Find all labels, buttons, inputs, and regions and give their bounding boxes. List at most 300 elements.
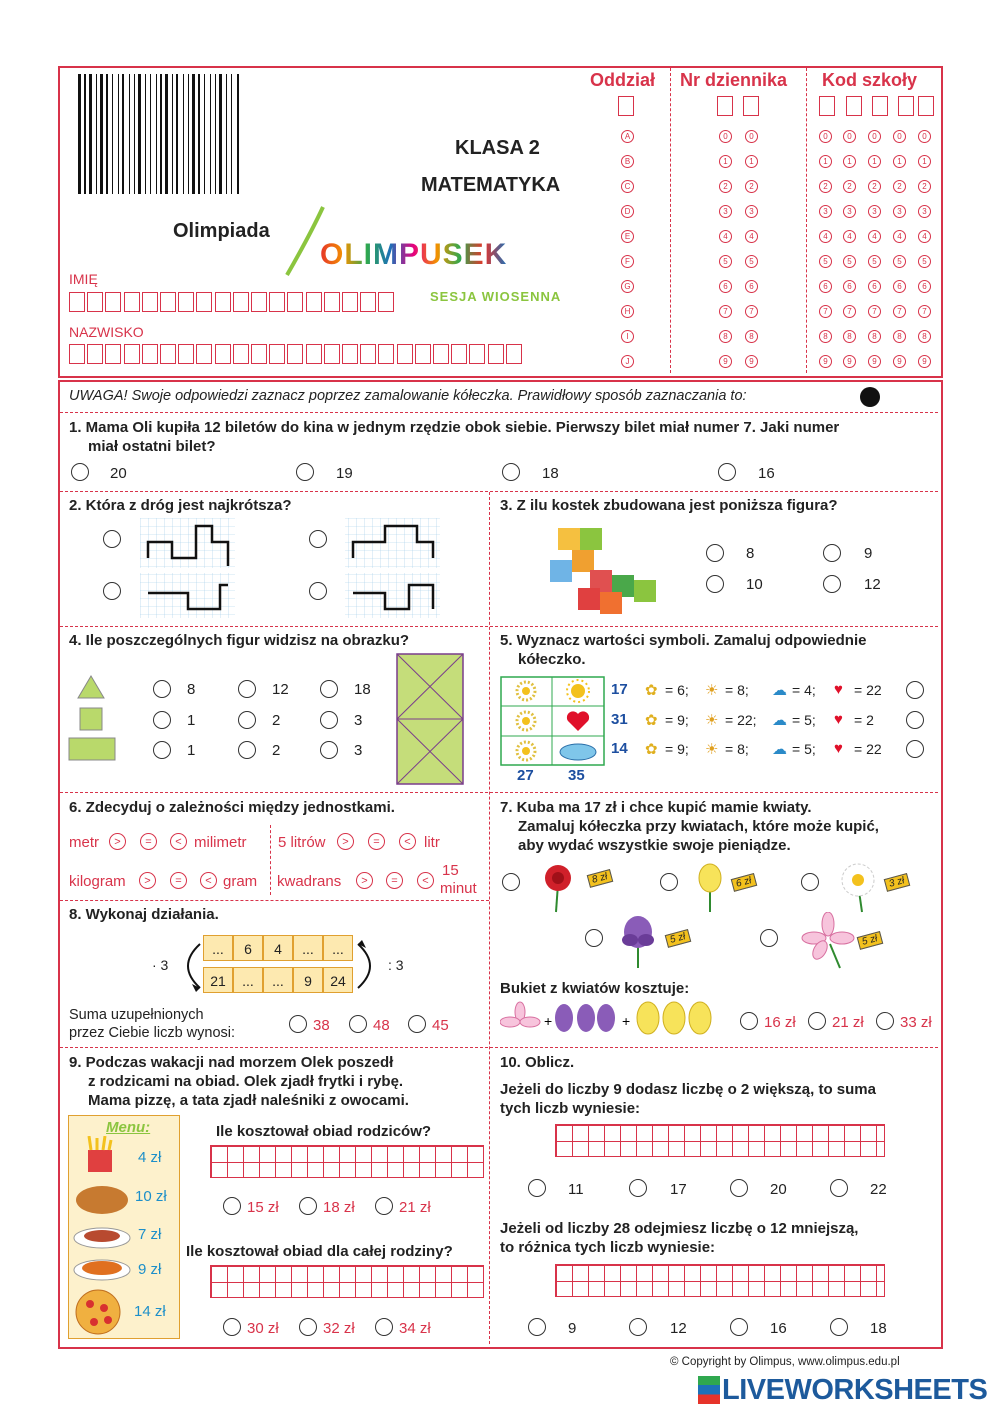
letter-box[interactable] <box>378 344 394 364</box>
flower-icon: ✿ <box>645 682 658 699</box>
divider <box>806 68 807 373</box>
kod-szkoly-bubble[interactable]: 6 <box>893 280 906 293</box>
kod-szkoly-bubble[interactable]: 4 <box>868 230 881 243</box>
kod-szkoly-bubble[interactable]: 6 <box>819 280 832 293</box>
letter-box[interactable] <box>342 292 358 312</box>
name-label: IMIĘ <box>69 271 98 287</box>
kod-szkoly-bubble[interactable]: 4 <box>893 230 906 243</box>
q9a-option-label: 21 zł <box>399 1199 431 1216</box>
nr-dziennika-bubble[interactable]: 6 <box>745 280 758 293</box>
letter-box[interactable] <box>342 344 358 364</box>
q4-option-label: 2 <box>272 712 281 729</box>
q6-eq-option[interactable]: = <box>170 872 187 889</box>
q4-option-label: 2 <box>272 742 281 759</box>
divider <box>60 792 938 793</box>
letter-box[interactable] <box>233 292 249 312</box>
q5-row-sum: 17 <box>611 681 628 698</box>
q4-option-radio[interactable] <box>238 680 256 698</box>
oddzial-title: Oddział <box>590 70 656 90</box>
logo-text: OLIMPUSEK <box>320 238 508 271</box>
kod-szkoly-bubble[interactable]: 7 <box>843 305 856 318</box>
kod-szkoly-bubble[interactable]: 8 <box>819 330 832 343</box>
kod-szkoly-bubble[interactable]: 0 <box>819 130 832 143</box>
q5-option-radio[interactable] <box>906 740 924 758</box>
kod-szkoly-bubble[interactable]: 7 <box>868 305 881 318</box>
q5-value: = 8; <box>725 741 749 757</box>
q4-option-label: 8 <box>187 681 196 698</box>
q10a-option-label: 22 <box>870 1181 887 1198</box>
q10a-answer-grid[interactable] <box>555 1124 885 1157</box>
kod-szkoly-bubble[interactable]: 3 <box>918 205 931 218</box>
bouquet-option-radio[interactable] <box>876 1012 894 1030</box>
subject-label: MATEMATYKA <box>421 174 561 196</box>
divider <box>489 492 490 1344</box>
q5-value: = 6; <box>665 682 689 698</box>
sun-icon: ☀ <box>705 682 719 699</box>
oddzial-bubble[interactable]: B <box>621 155 634 168</box>
oddzial-bubble[interactable]: F <box>621 255 634 268</box>
q8-cell[interactable]: ... <box>233 967 263 993</box>
q9a-option-label: 18 zł <box>323 1199 355 1216</box>
kod-szkoly-bubble[interactable]: 2 <box>843 180 856 193</box>
letter-box[interactable] <box>105 344 121 364</box>
q8-option-radio[interactable] <box>289 1015 307 1033</box>
letter-box[interactable] <box>87 292 103 312</box>
kod-szkoly-bubble[interactable]: 4 <box>819 230 832 243</box>
menu-price: 9 zł <box>138 1261 162 1278</box>
q6-unit: litr <box>424 834 440 851</box>
q9b-option-radio[interactable] <box>375 1318 393 1336</box>
kod-szkoly-bubble[interactable]: 8 <box>893 330 906 343</box>
q3-option-radio[interactable] <box>706 544 724 562</box>
q10b-option-radio[interactable] <box>629 1318 647 1336</box>
q10b-text: Jeżeli od liczby 28 odejmiesz liczbę o 12 mniejszą, <box>500 1220 859 1237</box>
letter-box[interactable] <box>433 344 449 364</box>
q1-text-2: miał ostatni bilet? <box>88 438 216 455</box>
letter-box[interactable] <box>142 292 158 312</box>
q8-option-label: 45 <box>432 1017 449 1034</box>
letter-box[interactable] <box>233 344 249 364</box>
q4-shapes-icon <box>68 674 118 764</box>
q8-divide-label: : 3 <box>388 957 404 973</box>
bouquet-option-radio[interactable] <box>740 1012 758 1030</box>
price-tag: 5 zł <box>665 929 691 948</box>
nr-dziennika-box[interactable] <box>717 96 733 116</box>
oddzial-bubble[interactable]: G <box>621 280 634 293</box>
nr-dziennika-bubble[interactable]: 7 <box>745 305 758 318</box>
q5-value: = 9; <box>665 712 689 728</box>
q8-cell[interactable]: ... <box>263 967 293 993</box>
q4-option-radio[interactable] <box>320 680 338 698</box>
kod-szkoly-bubble[interactable]: 9 <box>843 355 856 368</box>
nr-dziennika-bubble[interactable]: 6 <box>719 280 732 293</box>
kod-szkoly-bubble[interactable]: 6 <box>918 280 931 293</box>
divider <box>60 900 489 901</box>
kod-szkoly-bubble[interactable]: 1 <box>819 155 832 168</box>
divider <box>60 412 938 413</box>
bouquet-option-label: 21 zł <box>832 1014 864 1031</box>
kod-szkoly-bubble[interactable]: 5 <box>868 255 881 268</box>
letter-box[interactable] <box>142 344 158 364</box>
q5-value: = 5; <box>792 712 816 728</box>
q1-option-radio[interactable] <box>718 463 736 481</box>
price-tag: 5 zł <box>857 931 883 950</box>
q8-cell[interactable]: ... <box>293 935 323 961</box>
q9b-option-radio[interactable] <box>299 1318 317 1336</box>
kod-szkoly-bubble[interactable]: 5 <box>893 255 906 268</box>
q5-value: = 22 <box>854 741 882 757</box>
q9a-option-radio[interactable] <box>375 1197 393 1215</box>
q10b-option-label: 12 <box>670 1320 687 1337</box>
kod-szkoly-bubble[interactable]: 6 <box>843 280 856 293</box>
q10a-option-label: 11 <box>568 1181 584 1198</box>
nr-dziennika-bubble[interactable]: 7 <box>719 305 732 318</box>
letter-box[interactable] <box>196 344 212 364</box>
q9b-option-label: 30 zł <box>247 1320 279 1337</box>
q5-value: = 9; <box>665 741 689 757</box>
q9b-answer-grid[interactable] <box>210 1265 484 1298</box>
letter-box[interactable] <box>269 344 285 364</box>
q10a-text-2: tych liczb wyniesie: <box>500 1100 641 1117</box>
letter-box[interactable] <box>488 344 504 364</box>
q6-gt-option[interactable]: > <box>109 833 126 850</box>
nr-dziennika-bubble[interactable]: 9 <box>745 355 758 368</box>
q5-option-radio[interactable] <box>906 681 924 699</box>
q1-option-label: 18 <box>542 465 559 482</box>
q9a-answer-grid[interactable] <box>210 1145 484 1178</box>
q10b-option-radio[interactable] <box>528 1318 546 1336</box>
nr-dziennika-bubble[interactable]: 0 <box>719 130 732 143</box>
q10a-option-radio[interactable] <box>528 1179 546 1197</box>
iris-icon <box>616 914 666 970</box>
q4-option-radio[interactable] <box>238 741 256 759</box>
oddzial-bubble[interactable]: C <box>621 180 634 193</box>
kod-szkoly-title: Kod szkoły <box>822 70 918 90</box>
q8-cell: 21 <box>203 967 233 993</box>
q6-lt-option[interactable]: < <box>417 872 434 889</box>
q6-unit: metr <box>69 834 99 851</box>
q10a-option-radio[interactable] <box>730 1179 748 1197</box>
divider <box>670 68 671 373</box>
letter-box[interactable] <box>178 292 194 312</box>
kod-szkoly-bubble[interactable]: 5 <box>819 255 832 268</box>
letter-box[interactable] <box>178 344 194 364</box>
q8-option-radio[interactable] <box>349 1015 367 1033</box>
q6-text: 6. Zdecyduj o zależności między jednostkami. <box>69 799 395 816</box>
q6-gt-option[interactable]: > <box>356 872 373 889</box>
letter-box[interactable] <box>251 344 267 364</box>
kod-szkoly-box[interactable] <box>846 96 862 116</box>
q8-cell[interactable]: ... <box>323 935 353 961</box>
kod-szkoly-box[interactable] <box>918 96 934 116</box>
bouquet-option-radio[interactable] <box>808 1012 826 1030</box>
nr-dziennika-bubble[interactable]: 3 <box>745 205 758 218</box>
q6-eq-option[interactable]: = <box>368 833 385 850</box>
oddzial-box[interactable] <box>618 96 634 116</box>
kod-szkoly-bubble[interactable]: 9 <box>819 355 832 368</box>
kod-szkoly-bubble[interactable]: 4 <box>918 230 931 243</box>
q10b-option-label: 16 <box>770 1320 787 1337</box>
letter-box[interactable] <box>287 292 303 312</box>
nr-dziennika-bubble[interactable]: 2 <box>745 180 758 193</box>
letter-box[interactable] <box>360 292 376 312</box>
q3-option-radio[interactable] <box>823 575 841 593</box>
letter-box[interactable] <box>251 292 267 312</box>
q3-option-radio[interactable] <box>706 575 724 593</box>
kod-szkoly-bubble[interactable]: 2 <box>819 180 832 193</box>
q9-text: 9. Podczas wakacji nad morzem Olek poszedł <box>69 1054 394 1071</box>
letter-box[interactable] <box>360 344 376 364</box>
q1-option-radio[interactable] <box>296 463 314 481</box>
oddzial-bubble[interactable]: D <box>621 205 634 218</box>
q10b-option-label: 18 <box>870 1320 887 1337</box>
q6-eq-option[interactable]: = <box>140 833 157 850</box>
q10b-option-label: 9 <box>568 1320 577 1337</box>
heart-icon: ♥ <box>834 681 843 698</box>
nr-dziennika-bubble[interactable]: 1 <box>719 155 732 168</box>
bouquet-image <box>500 998 720 1044</box>
class-label: KLASA 2 <box>455 137 540 159</box>
kod-szkoly-bubble[interactable]: 8 <box>918 330 931 343</box>
lily-icon <box>800 912 856 970</box>
kod-szkoly-bubble[interactable]: 2 <box>893 180 906 193</box>
bouquet-option-label: 33 zł <box>900 1014 932 1031</box>
oddzial-bubble[interactable]: I <box>621 330 634 343</box>
letter-box[interactable] <box>469 344 485 364</box>
letter-box[interactable] <box>506 344 522 364</box>
kod-szkoly-bubble[interactable]: 3 <box>868 205 881 218</box>
cloud-icon: ☁ <box>772 712 787 729</box>
q1-option-radio[interactable] <box>502 463 520 481</box>
q10b-option-radio[interactable] <box>730 1318 748 1336</box>
kod-szkoly-box[interactable] <box>819 96 835 116</box>
nr-dziennika-bubble[interactable]: 1 <box>745 155 758 168</box>
menu-food-icons <box>72 1136 134 1336</box>
q8-option-radio[interactable] <box>408 1015 426 1033</box>
q8-sum-label-2: przez Ciebie liczb wynosi: <box>69 1025 236 1041</box>
q5-col-sum: 27 <box>517 767 534 784</box>
kod-szkoly-bubble[interactable]: 0 <box>893 130 906 143</box>
kod-szkoly-box[interactable] <box>898 96 914 116</box>
session-label: SESJA WIOSENNA <box>430 289 562 304</box>
q2-option-radio[interactable] <box>103 530 121 548</box>
q1-option-label: 16 <box>758 465 775 482</box>
q9-text-3: Mama pizzę, a tata zjadł naleśniki z owocami. <box>88 1092 409 1109</box>
letter-box[interactable] <box>324 292 340 312</box>
letter-box[interactable] <box>124 292 140 312</box>
kod-szkoly-bubble[interactable]: 1 <box>843 155 856 168</box>
q9a-option-label: 15 zł <box>247 1199 279 1216</box>
q8-cell[interactable]: ... <box>203 935 233 961</box>
kod-szkoly-bubble[interactable]: 0 <box>868 130 881 143</box>
oddzial-bubble[interactable]: E <box>621 230 634 243</box>
letter-box[interactable] <box>69 344 85 364</box>
letter-box[interactable] <box>397 344 413 364</box>
letter-box[interactable] <box>69 292 85 312</box>
bouquet-label: Bukiet z kwiatów kosztuje: <box>500 980 690 997</box>
kod-szkoly-bubble[interactable]: 9 <box>918 355 931 368</box>
q10a-option-label: 20 <box>770 1181 787 1198</box>
letter-box[interactable] <box>306 292 322 312</box>
price-tag: 6 zł <box>731 873 757 892</box>
fries-icon <box>88 1136 112 1172</box>
kod-szkoly-bubble[interactable]: 9 <box>893 355 906 368</box>
letter-box[interactable] <box>124 344 140 364</box>
menu-price: 10 zł <box>135 1188 167 1205</box>
q8-text: 8. Wykonaj działania. <box>69 906 219 923</box>
kod-szkoly-bubble[interactable]: 6 <box>868 280 881 293</box>
q10a-text: Jeżeli do liczby 9 dodasz liczbę o 2 większą, to suma <box>500 1081 876 1098</box>
letter-box[interactable] <box>269 292 285 312</box>
kod-szkoly-bubble[interactable]: 5 <box>843 255 856 268</box>
kod-szkoly-bubble[interactable]: 1 <box>868 155 881 168</box>
copyright: © Copyright by Olimpus, www.olimpus.edu.pl <box>670 1356 900 1368</box>
daisy-icon <box>836 860 880 914</box>
price-tag: 8 zł <box>587 869 613 888</box>
q4-option-radio[interactable] <box>153 741 171 759</box>
letter-box[interactable] <box>306 344 322 364</box>
q7-flower-radio[interactable] <box>502 873 520 891</box>
q6-gt-option[interactable]: > <box>139 872 156 889</box>
kod-szkoly-bubble[interactable]: 9 <box>868 355 881 368</box>
q10a-option-radio[interactable] <box>629 1179 647 1197</box>
kod-szkoly-bubble[interactable]: 7 <box>893 305 906 318</box>
letter-box[interactable] <box>105 292 121 312</box>
nr-dziennika-bubble[interactable]: 4 <box>745 230 758 243</box>
kod-szkoly-bubble[interactable]: 1 <box>893 155 906 168</box>
q7-flower-radio[interactable] <box>801 873 819 891</box>
letter-box[interactable] <box>324 344 340 364</box>
q5-col-sum: 35 <box>568 767 585 784</box>
kod-szkoly-bubble[interactable]: 2 <box>918 180 931 193</box>
kod-szkoly-bubble[interactable]: 1 <box>918 155 931 168</box>
oddzial-bubble[interactable]: H <box>621 305 634 318</box>
nr-dziennika-bubble[interactable]: 9 <box>719 355 732 368</box>
q10b-option-radio[interactable] <box>830 1318 848 1336</box>
kod-szkoly-bubble[interactable]: 3 <box>819 205 832 218</box>
kod-szkoly-bubble[interactable]: 8 <box>868 330 881 343</box>
nr-dziennika-bubble[interactable]: 5 <box>719 255 732 268</box>
letter-box[interactable] <box>415 344 431 364</box>
q7-flower-radio[interactable] <box>585 929 603 947</box>
q8-multiply-label: · 3 <box>152 957 169 973</box>
nr-dziennika-bubble[interactable]: 0 <box>745 130 758 143</box>
q2-option-radio[interactable] <box>103 582 121 600</box>
letter-box[interactable] <box>215 344 231 364</box>
kod-szkoly-bubble[interactable]: 8 <box>843 330 856 343</box>
sun-icon: ☀ <box>705 741 719 758</box>
price-tag: 3 zł <box>884 873 910 892</box>
q6-lt-option[interactable]: < <box>399 833 416 850</box>
q5-value: = 5; <box>792 741 816 757</box>
q5-text: 5. Wyznacz wartości symboli. Zamaluj odpowiednie <box>500 632 867 649</box>
letter-box[interactable] <box>87 344 103 364</box>
q4-option-radio[interactable] <box>153 711 171 729</box>
q7-text-2: Zamaluj kółeczka przy kwiatach, które może kupić, <box>518 818 879 835</box>
q1-option-label: 20 <box>110 465 127 482</box>
q7-flower-radio[interactable] <box>760 929 778 947</box>
barcode <box>76 72 386 197</box>
nr-dziennika-bubble[interactable]: 8 <box>745 330 758 343</box>
menu-title: Menu: <box>106 1119 151 1136</box>
divider <box>60 1047 938 1048</box>
oddzial-bubble[interactable]: A <box>621 130 634 143</box>
kod-szkoly-bubble[interactable]: 7 <box>819 305 832 318</box>
svg-text:+: + <box>544 1013 553 1029</box>
q1-option-label: 19 <box>336 465 353 482</box>
letter-box[interactable] <box>287 344 303 364</box>
kod-szkoly-bubble[interactable]: 0 <box>918 130 931 143</box>
q5-symbol-grid-image <box>500 676 605 766</box>
q4-text: 4. Ile poszczególnych figur widzisz na obrazku? <box>69 632 410 649</box>
oddzial-bubble[interactable]: J <box>621 355 634 368</box>
q10b-answer-grid[interactable] <box>555 1264 885 1297</box>
q5-option-radio[interactable] <box>906 711 924 729</box>
q1-option-radio[interactable] <box>71 463 89 481</box>
kod-szkoly-bubble[interactable]: 3 <box>893 205 906 218</box>
kod-szkoly-bubble[interactable]: 0 <box>843 130 856 143</box>
tulip-icon <box>694 862 730 914</box>
q8-arrows-icon <box>172 938 386 994</box>
q7-text-3: aby wydać wszystkie swoje pieniądze. <box>518 837 791 854</box>
q6-lt-option[interactable]: < <box>200 872 217 889</box>
q9a-option-radio[interactable] <box>223 1197 241 1215</box>
nr-dziennika-bubble[interactable]: 3 <box>719 205 732 218</box>
letter-box[interactable] <box>451 344 467 364</box>
q6-eq-option[interactable]: = <box>386 872 403 889</box>
nr-dziennika-bubble[interactable]: 2 <box>719 180 732 193</box>
kod-szkoly-bubble[interactable]: 4 <box>843 230 856 243</box>
q10a-option-radio[interactable] <box>830 1179 848 1197</box>
q5-value: = 22 <box>854 682 882 698</box>
q4-option-label: 1 <box>187 742 196 759</box>
q3-option-radio[interactable] <box>823 544 841 562</box>
letter-box[interactable] <box>160 344 176 364</box>
svg-text:+: + <box>622 1013 631 1029</box>
q9b-option-radio[interactable] <box>223 1318 241 1336</box>
letter-box[interactable] <box>196 292 212 312</box>
q4-option-radio[interactable] <box>153 680 171 698</box>
kod-szkoly-bubble[interactable]: 5 <box>918 255 931 268</box>
q4-option-radio[interactable] <box>320 741 338 759</box>
q8-option-label: 48 <box>373 1017 390 1034</box>
letter-box[interactable] <box>215 292 231 312</box>
nr-dziennika-bubble[interactable]: 5 <box>745 255 758 268</box>
q6-lt-option[interactable]: < <box>170 833 187 850</box>
letter-box[interactable] <box>378 292 394 312</box>
filled-circle-example-icon <box>860 387 880 407</box>
nr-dziennika-bubble[interactable]: 8 <box>719 330 732 343</box>
q6-gt-option[interactable]: > <box>337 833 354 850</box>
q8-cell: 9 <box>293 967 323 993</box>
q4-option-radio[interactable] <box>238 711 256 729</box>
q5-text-2: kółeczko. <box>518 651 586 668</box>
kod-szkoly-bubble[interactable]: 2 <box>868 180 881 193</box>
q4-option-radio[interactable] <box>320 711 338 729</box>
kod-szkoly-box[interactable] <box>872 96 888 116</box>
kod-szkoly-bubble[interactable]: 3 <box>843 205 856 218</box>
q8-cell: 4 <box>263 935 293 961</box>
nr-dziennika-bubble[interactable]: 4 <box>719 230 732 243</box>
kod-szkoly-bubble[interactable]: 7 <box>918 305 931 318</box>
q7-flower-radio[interactable] <box>660 873 678 891</box>
nr-dziennika-box[interactable] <box>743 96 759 116</box>
q8-option-label: 38 <box>313 1017 330 1034</box>
flower-icon: ✿ <box>645 741 658 758</box>
q9a-option-radio[interactable] <box>299 1197 317 1215</box>
menu-price: 4 zł <box>138 1149 162 1166</box>
letter-box[interactable] <box>160 292 176 312</box>
